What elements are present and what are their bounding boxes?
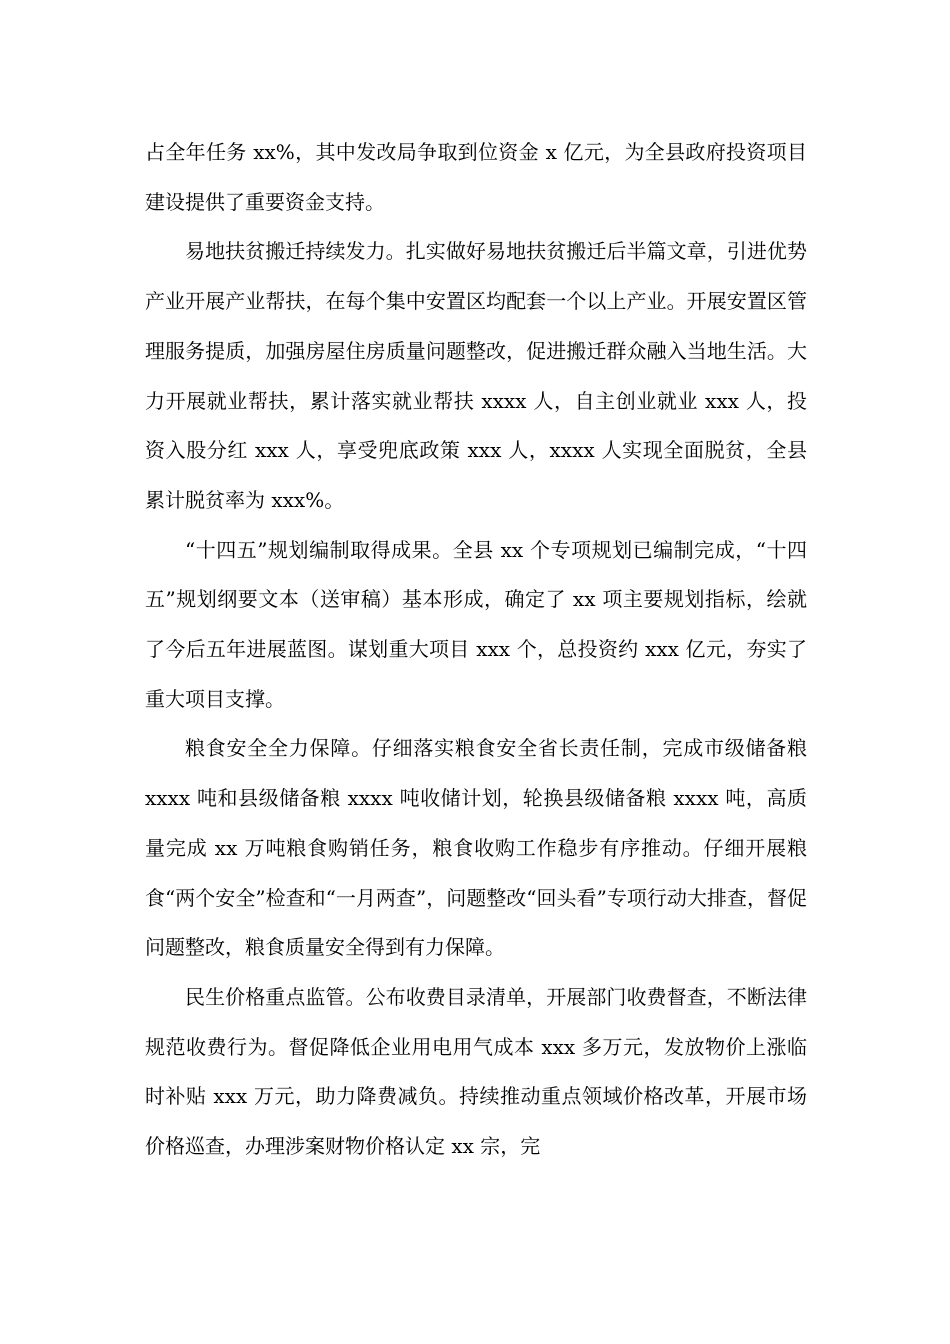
paragraph-price-supervision: 民生价格重点监管。公布收费目录清单，开展部门收费督查，不断法律规范收费行为。督促降低企业用电用气成本 xxx 多万元，发放物价上涨临时补贴 xxx 万元，助力降费减负。持续推动重点领域价格改革，开展市场价格巡查，办理涉案财物价格认定 xx 宗，完 bbox=[145, 984, 807, 1159]
document-body bbox=[145, 128, 807, 1172]
paragraph-five-year-plan: “十四五”规划编制取得成果。全县 xx 个专项规划已编制完成，“十四五”规划纲要文本（送审稿）基本形成，确定了 xx 项主要规划指标，绘就了今后五年进展蓝图。谋划重大项目 xxx 个，总投资约 xxx 亿元，夯实了重大项目支撑。 bbox=[145, 537, 807, 711]
paragraph-grain-security: 粮食安全全力保障。仔细落实粮食安全省长责任制，完成市级储备粮 xxxx 吨和县级储备粮 xxxx 吨收储计划，轮换县级储备粮 xxxx 吨，高质量完成 xx 万吨粮食购销任务，粮食收购工作稳步有序推动。仔细开展粮食“两个安全”检查和“一月两查”，问题整改“回头看”专项行动大排查，督促问题整改，粮食质量安全得到有力保障。 bbox=[145, 736, 807, 960]
paragraph-poverty-relocation: 易地扶贫搬迁持续发力。扎实做好易地扶贫搬迁后半篇文章，引进优势产业开展产业帮扶，在每个集中安置区均配套一个以上产业。开展安置区管理服务提质，加强房屋住房质量问题整改，促进搬迁群众融入当地生活。大力开展就业帮扶，累计落实就业帮扶 xxxx 人，自主创业就业 xxx 人，投资入股分红 xxx 人，享受兜底政策 xxx 人，xxxx 人实现全面脱贫，全县累计脱贫率为 xxx%。 bbox=[145, 239, 807, 512]
paragraph-investment-funds: 占全年任务 xx%，其中发改局争取到位资金 x 亿元，为全县政府投资项目建设提供了重要资金支持。 bbox=[145, 140, 807, 214]
